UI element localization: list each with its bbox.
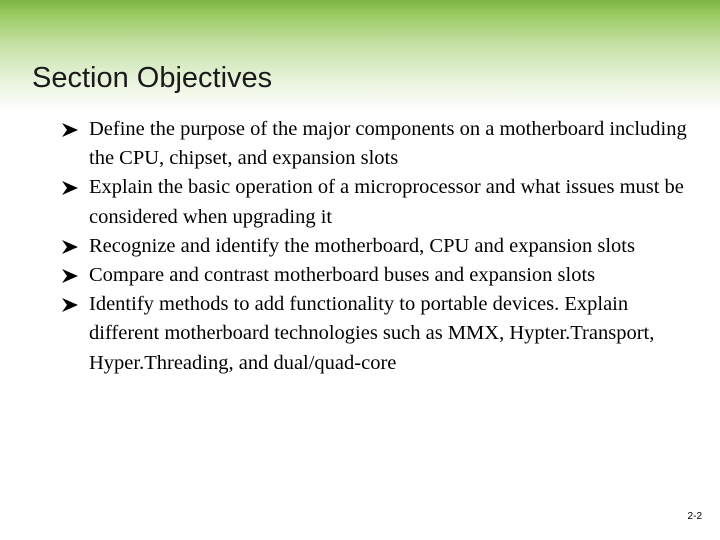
slide-title: Section Objectives (32, 62, 273, 94)
objectives-list (62, 115, 702, 378)
bullet-item (62, 290, 702, 378)
bullet-text: Compare and contrast motherboard buses and expansion slots (89, 264, 596, 287)
bullet-text: Define the purpose of the major components on a motherboard including the CPU, chipset, and expansion slots (89, 118, 687, 170)
bullet-text: Recognize and identify the motherboard, CPU and expansion slots (89, 234, 635, 257)
arrow-icon (62, 269, 78, 283)
arrow-icon (62, 123, 78, 137)
arrow-icon (62, 240, 78, 254)
bullet-item (62, 115, 702, 173)
bullet-item (62, 173, 702, 231)
page-number: 2-2 (687, 511, 702, 522)
bullet-item (62, 232, 702, 261)
arrow-icon (62, 298, 78, 312)
bullet-text: Identify methods to add functionality to portable devices. Explain different motherboard technologies such as MMX, Hypter.Transport, Hyper.Threading, and dual/quad-core (89, 293, 655, 374)
bullet-text: Explain the basic operation of a microprocessor and what issues must be considered when upgrading it (89, 176, 684, 228)
arrow-icon (62, 181, 78, 195)
bullet-item (62, 261, 702, 290)
